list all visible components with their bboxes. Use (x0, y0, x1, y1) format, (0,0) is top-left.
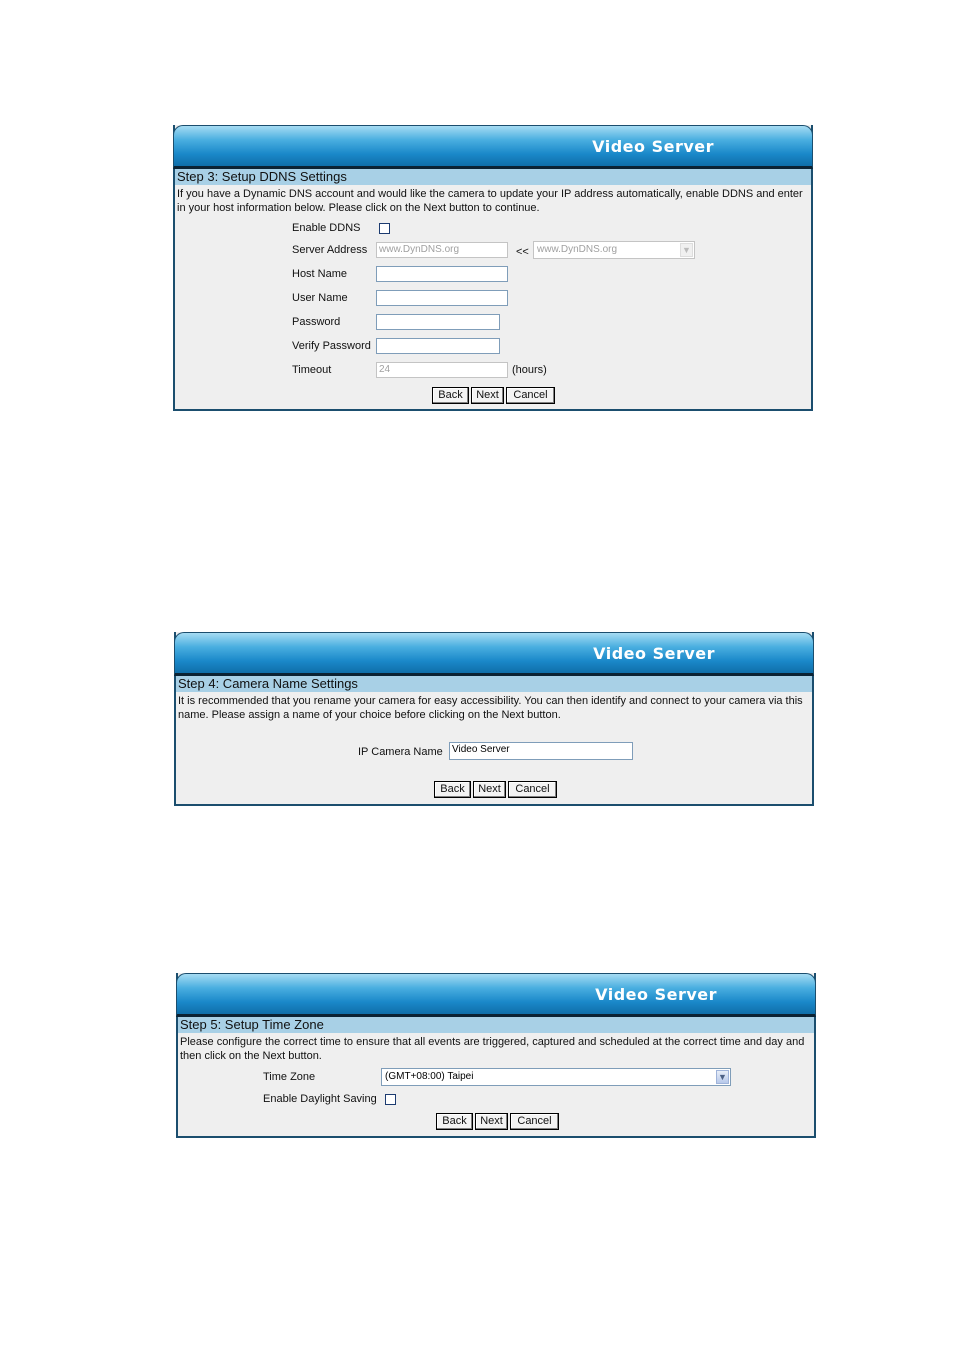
header-title: Video Server (592, 137, 714, 156)
host-name-input[interactable] (376, 266, 508, 282)
header-title: Video Server (593, 644, 715, 663)
camera-name-panel (174, 632, 814, 806)
time-zone-selected-option: (GMT+08:00) Taipei (385, 1071, 474, 1082)
ddns-settings-panel (173, 125, 813, 411)
step-title: Step 5: Setup Time Zone (178, 1017, 814, 1033)
server-address-arrow: << (516, 246, 529, 258)
server-address-selected-option: www.DynDNS.org (537, 244, 618, 255)
cancel-button[interactable]: Cancel (508, 781, 557, 798)
timeout-unit: (hours) (512, 364, 547, 376)
next-button[interactable]: Next (471, 387, 504, 404)
panel-header (174, 632, 814, 676)
next-button[interactable]: Next (475, 1113, 508, 1130)
camera-name-label: IP Camera Name (358, 746, 443, 758)
time-zone-panel (176, 973, 816, 1138)
step-title: Step 4: Camera Name Settings (176, 676, 812, 692)
header-title: Video Server (595, 985, 717, 1004)
enable-ddns-checkbox[interactable] (379, 223, 390, 234)
panel-header (173, 125, 813, 169)
back-button[interactable]: Back (436, 1113, 473, 1130)
cancel-button[interactable]: Cancel (510, 1113, 559, 1130)
verify-password-label: Verify Password (292, 340, 371, 352)
daylight-saving-checkbox[interactable] (385, 1094, 396, 1105)
verify-password-input[interactable] (376, 338, 500, 354)
time-zone-select[interactable] (381, 1068, 731, 1086)
server-address-label: Server Address (292, 244, 368, 256)
chevron-down-icon: ▼ (680, 243, 693, 257)
chevron-down-icon: ▼ (716, 1070, 729, 1084)
back-button[interactable]: Back (434, 781, 471, 798)
host-name-label: Host Name (292, 268, 348, 280)
next-button[interactable]: Next (473, 781, 506, 798)
panel-header (176, 973, 816, 1017)
step-description: Please configure the correct time to ensure that all events are triggered, captured and scheduled at the correct time and day and then click on the Next button. (180, 1036, 805, 1062)
camera-name-input[interactable]: Video Server (449, 742, 633, 760)
server-address-input[interactable]: www.DynDNS.org (376, 242, 508, 258)
time-zone-label: Time Zone (263, 1071, 316, 1083)
step-description: If you have a Dynamic DNS account and would like the camera to update your IP address automatically, enable DDNS and enter in your host information below. Please click on the Next button to continue. (177, 188, 803, 214)
step-description: It is recommended that you rename your camera for easy accessibility. You can then identify and connect to your camera via this name. Please assign a name of your choice before clicking on the Next button. (178, 695, 803, 721)
user-name-input[interactable] (376, 290, 508, 306)
enable-ddns-label: Enable DDNS (292, 222, 361, 234)
timeout-label: Timeout (292, 364, 332, 376)
password-input[interactable] (376, 314, 500, 330)
server-address-select[interactable] (533, 241, 695, 259)
back-button[interactable]: Back (432, 387, 469, 404)
timeout-input[interactable]: 24 (376, 362, 508, 378)
cancel-button[interactable]: Cancel (506, 387, 555, 404)
daylight-saving-label: Enable Daylight Saving (263, 1093, 377, 1105)
password-label: Password (292, 316, 341, 328)
user-name-label: User Name (292, 292, 348, 304)
step-title: Step 3: Setup DDNS Settings (175, 169, 811, 185)
